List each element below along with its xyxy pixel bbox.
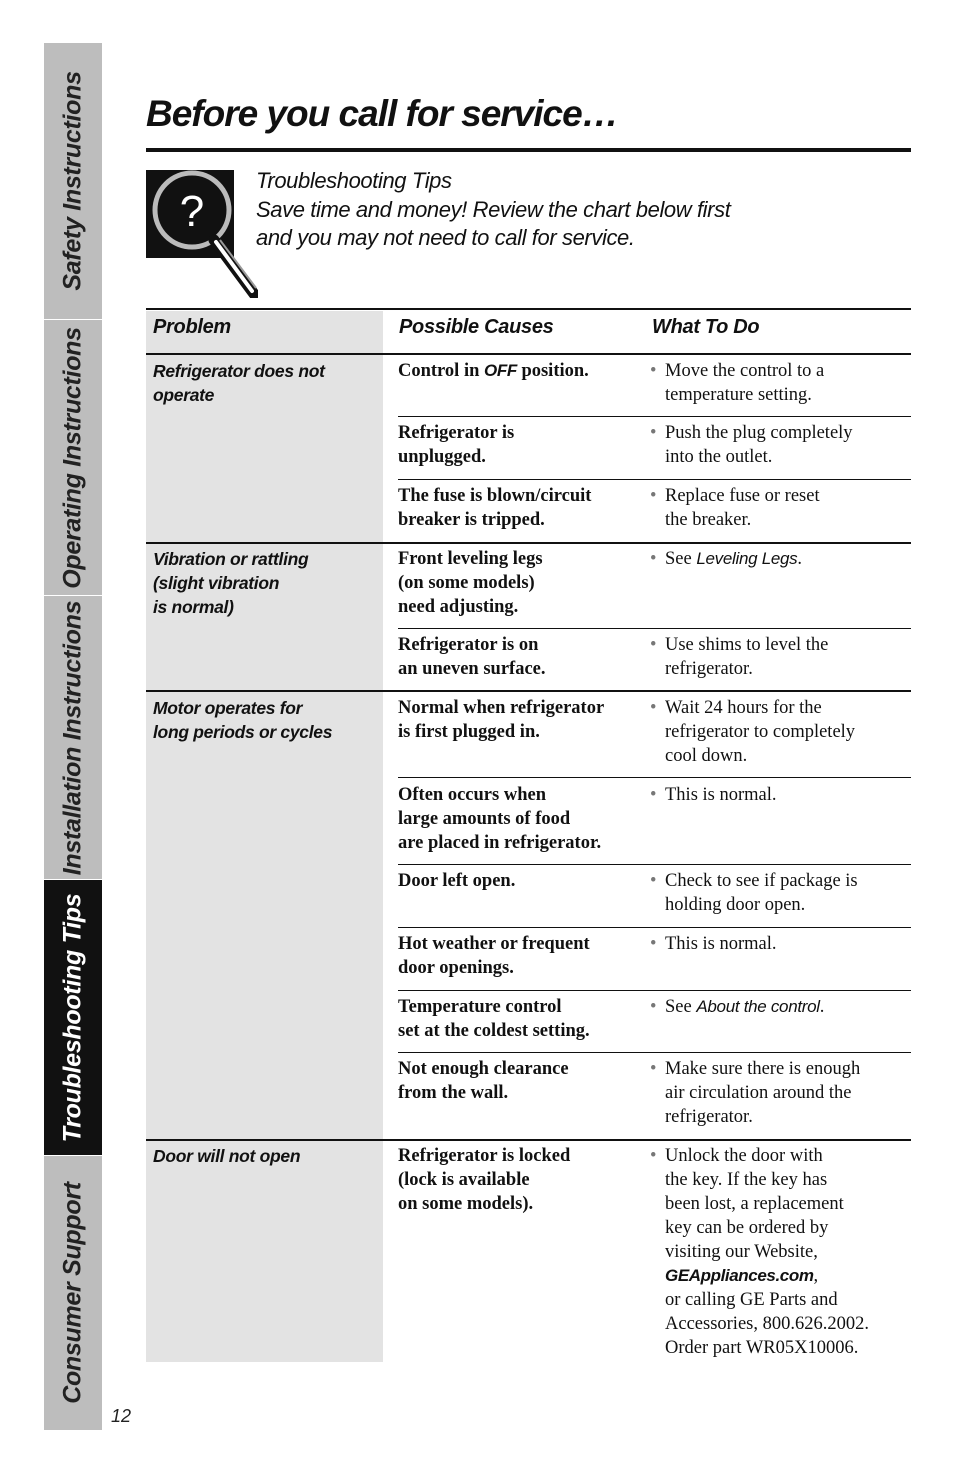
header-rule [146,353,911,355]
problem-line: Door will not open [153,1146,301,1166]
problem-line: (slight vibration [153,573,280,593]
row-divider [398,864,911,865]
table-top-rule [146,308,911,310]
problem-label [153,696,332,744]
cause-line: Refrigerator is on [398,635,539,655]
solution-text: , [813,1266,819,1286]
tab-installation-instructions[interactable] [44,596,102,880]
problem-line: is normal) [153,597,234,617]
problem-label [153,359,325,407]
cause-text: position. [516,361,589,381]
solution-line: Order part WR05X10006. [665,1338,859,1358]
solution [650,421,853,469]
group-divider [146,542,911,544]
solution-line: the breaker. [665,510,752,530]
cause-line: Hot weather or frequent [398,934,590,954]
cause-line: breaker is tripped. [398,510,545,530]
row-divider [398,1052,911,1053]
solution-line: temperature setting. [665,385,812,405]
intro-text [256,167,730,253]
cause-line: need adjusting. [398,597,519,617]
solution-line: refrigerator. [665,659,753,679]
page-title: Before you call for service… [146,93,618,134]
svg-text:?: ? [179,187,205,236]
solution-line: into the outlet. [665,447,773,467]
tab-troubleshooting-tips[interactable] [44,880,102,1156]
bullet-icon: • [650,997,657,1017]
solution-line: refrigerator. [665,1107,753,1127]
cause-line: Refrigerator is locked [398,1146,571,1166]
solution-line: Check to see if package is [665,871,858,891]
section-reference: About the control [696,997,820,1016]
solution [650,633,828,681]
tab-label: Consumer Support [58,1182,87,1404]
question-magnifier-icon [146,170,258,298]
solution-text: See [665,997,697,1017]
cause-line: from the wall. [398,1083,509,1103]
bullet-icon: • [650,871,657,891]
solution [650,359,824,407]
cause-line: Not enough clearance [398,1059,569,1079]
cause-line: (on some models) [398,573,535,593]
cause-text: Control in [398,361,485,381]
solution-line: or calling GE Parts and [665,1290,838,1310]
cause-line: are placed in refrigerator. [398,833,602,853]
solution-line: This is normal. [665,934,777,954]
solution [650,869,858,917]
cause-line: Refrigerator is [398,423,515,443]
cause-line: Often occurs when [398,785,546,805]
tab-label: Operating Instructions [58,326,87,589]
bullet-icon: • [650,635,657,655]
tab-label: Troubleshooting Tips [58,893,87,1142]
row-divider [398,777,911,778]
possible-cause [398,421,514,469]
problem-column-background [146,311,383,1362]
cause-line: on some models). [398,1194,534,1214]
group-divider [146,1139,911,1141]
cause-line: door openings. [398,958,514,978]
website-link[interactable]: GEAppliances.com [665,1266,814,1285]
tab-consumer-support[interactable] [44,1156,102,1430]
cause-line: an uneven surface. [398,659,546,679]
row-divider [398,628,911,629]
cause-line: The fuse is blown/circuit [398,486,592,506]
solution-line: Move the control to a [665,361,825,381]
solution-line: This is normal. [665,785,777,805]
possible-cause [398,547,543,619]
bullet-icon: • [650,486,657,506]
solution-line: Make sure there is enough [665,1059,861,1079]
cause-emphasis: OFF [484,361,517,380]
solution-line: Accessories, 800.626.2002. [665,1314,869,1334]
cause-line: Front leveling legs [398,549,543,569]
solution-line: air circulation around the [665,1083,852,1103]
solution-line: Replace fuse or reset [665,486,820,506]
cause-line: Door left open. [398,871,516,891]
solution-line: holding door open. [665,895,806,915]
bullet-icon: • [650,1146,657,1166]
cause-line: set at the coldest setting. [398,1021,590,1041]
solution-line: Wait 24 hours for the [665,698,822,718]
problem-label [153,547,308,619]
possible-cause [398,633,546,681]
solution-line: the key. If the key has [665,1170,828,1190]
problem-line: Motor operates for [153,698,303,718]
row-divider [398,990,911,991]
solution [650,783,777,807]
solution [650,1144,869,1360]
solution-line: Push the plug completely [665,423,853,443]
possible-cause [398,696,604,744]
possible-cause [398,869,515,893]
bullet-icon: • [650,361,657,381]
cause-line: Normal when refrigerator [398,698,605,718]
solution-text: . [797,549,802,569]
solution-line: Use shims to level the [665,635,829,655]
page-number: 12 [111,1406,132,1426]
tab-safety-instructions[interactable] [44,43,102,320]
group-divider [146,690,911,692]
possible-cause [398,995,590,1043]
tab-operating-instructions[interactable] [44,320,102,596]
solution-line: key can be ordered by [665,1218,829,1238]
solution [650,1057,860,1129]
cause-line: Temperature control [398,997,562,1017]
intro-line: and you may not need to call for service. [256,225,635,250]
header-problem: Problem [153,316,231,338]
solution [650,995,824,1019]
problem-line: operate [153,385,215,405]
possible-cause [398,783,601,855]
row-divider [398,416,911,417]
cause-line: (lock is available [398,1170,530,1190]
section-sidebar [44,43,102,1430]
solution [650,696,855,768]
problem-line: long periods or cycles [153,722,333,742]
solution-line: refrigerator to completely [665,722,856,742]
solution-line: visiting our Website, [665,1242,818,1262]
solution [650,547,802,571]
possible-cause [398,932,590,980]
bullet-icon: • [650,423,657,443]
possible-cause [398,359,589,383]
cause-line: is first plugged in. [398,722,540,742]
problem-line: Vibration or rattling [153,549,309,569]
intro-line: Save time and money! Review the chart below first [256,196,731,222]
row-divider [398,479,911,480]
bullet-icon: • [650,785,657,805]
intro-heading: Troubleshooting Tips [256,168,452,193]
solution-text: . [819,997,825,1017]
tab-label: Installation Instructions [58,600,87,875]
bullet-icon: • [650,698,657,718]
tab-label: Safety Instructions [58,71,87,291]
bullet-icon: • [650,934,657,954]
title-divider [146,148,911,152]
possible-cause [398,1057,569,1105]
header-possible-causes: Possible Causes [399,316,554,338]
possible-cause [398,484,591,532]
solution-line: cool down. [665,746,748,766]
solution-line: Unlock the door with [665,1146,823,1166]
solution [650,484,820,532]
problem-label [153,1144,300,1168]
problem-line: Refrigerator does not [153,361,325,381]
bullet-icon: • [650,549,657,569]
cause-line: large amounts of food [398,809,571,829]
row-divider [398,927,911,928]
possible-cause [398,1144,570,1216]
cause-line: unplugged. [398,447,486,467]
solution-line: been lost, a replacement [665,1194,844,1214]
bullet-icon: • [650,1059,657,1079]
header-what-to-do: What To Do [652,316,760,338]
solution-text: See [665,549,697,569]
section-reference: Leveling Legs [696,549,798,568]
solution [650,932,777,956]
